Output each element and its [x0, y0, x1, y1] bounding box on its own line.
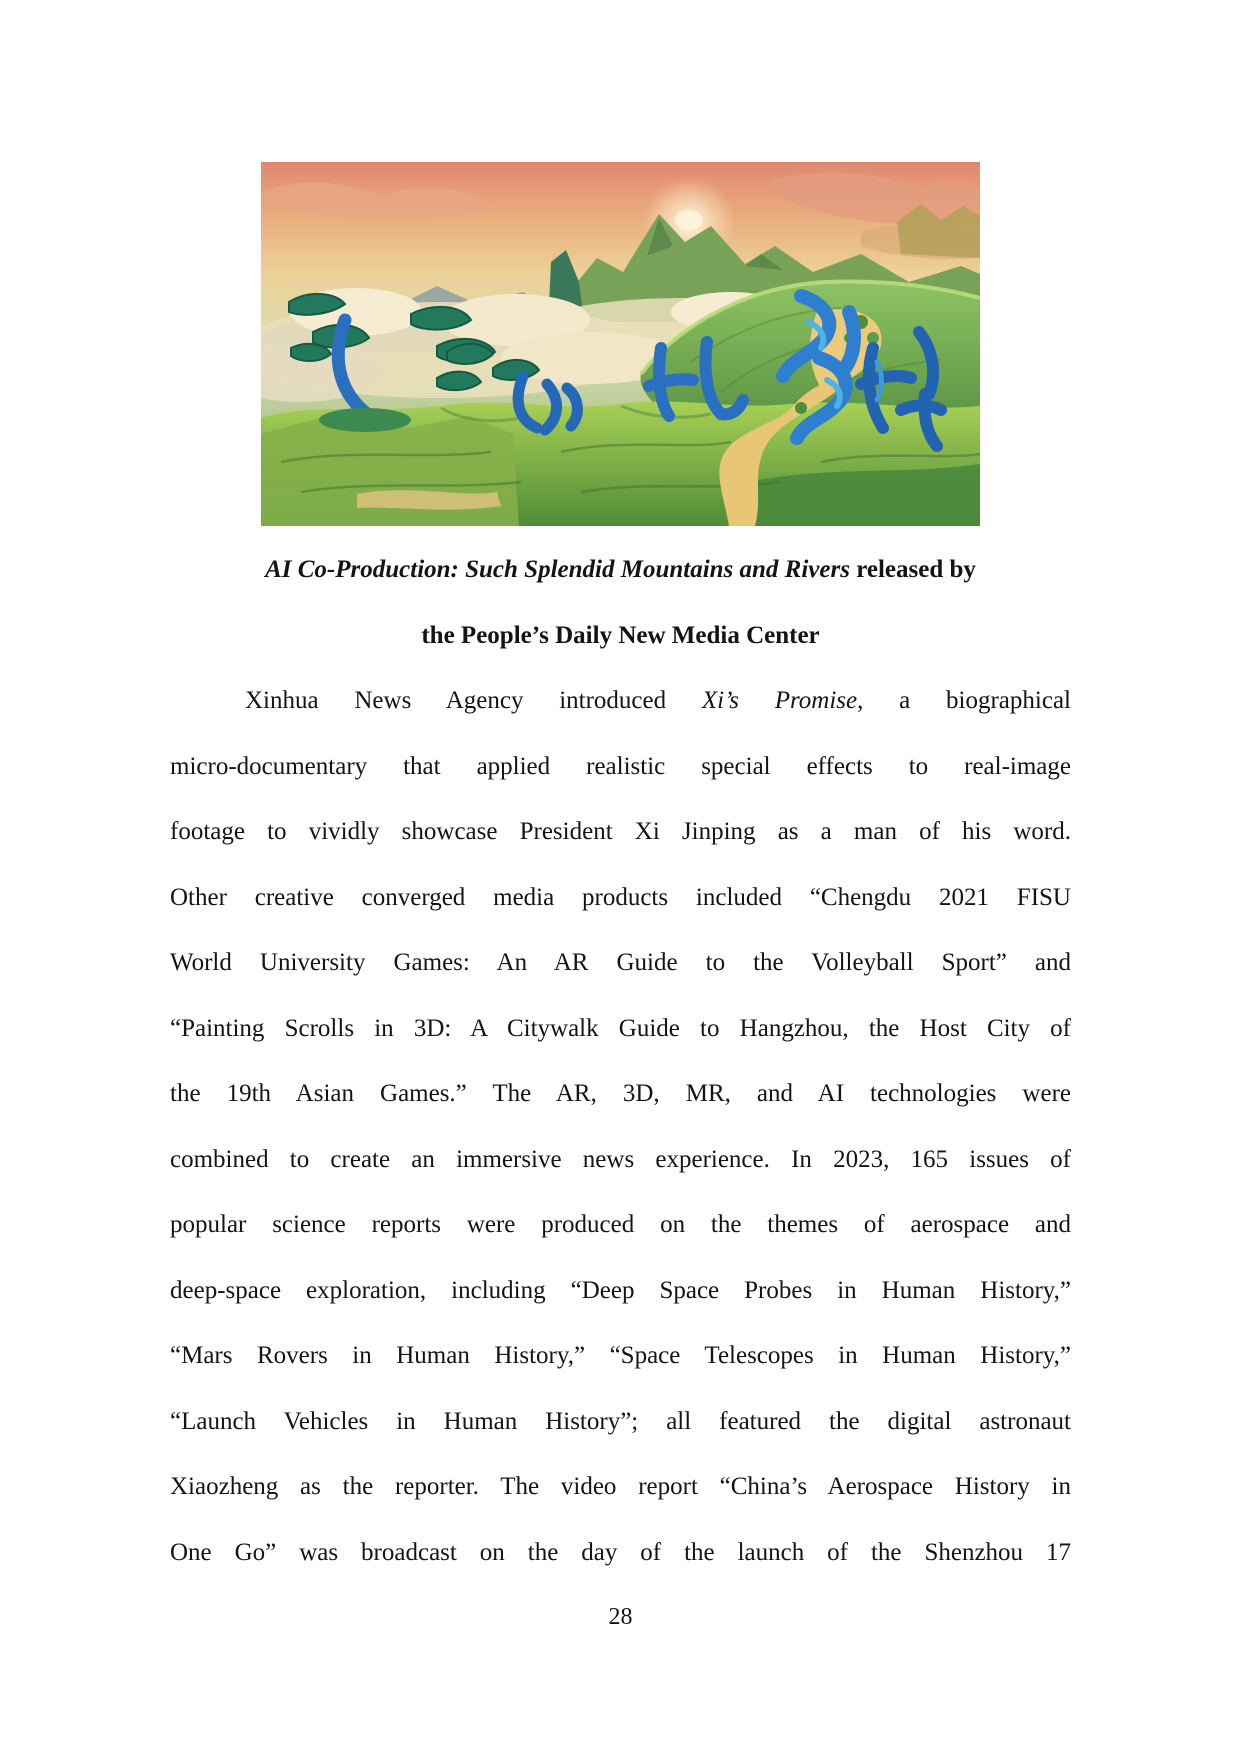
body-line: “Painting Scrolls in 3D: A Citywalk Guide to Hangzhou, the Host City of: [170, 1014, 1071, 1042]
landscape-painting-svg: [261, 162, 980, 526]
body-line: combined to create an immersive news experience. In 2023, 165 issues of: [170, 1145, 1071, 1173]
body-line: One Go” was broadcast on the day of the launch of the Shenzhou 17: [170, 1538, 1071, 1566]
body-line-1-pre: Xinhua News Agency introduced: [245, 687, 702, 714]
figure-caption-line-1: [170, 537, 1071, 603]
body-line: Xiaozheng as the reporter. The video report “China’s Aerospace History in: [170, 1473, 1071, 1500]
body-line: micro-documentary that applied realistic special effects to real-image: [170, 752, 1071, 780]
page-number: 28: [608, 1604, 633, 1630]
page-content: [170, 537, 1071, 1651]
body-line: World University Games: An AR Guide to the Volleyball Sport” and: [170, 949, 1071, 976]
body-line-1-title: Xi’s Promise: [701, 687, 858, 714]
body-line: deep-space exploration, including “Deep Space Probes in Human History,”: [170, 1276, 1071, 1304]
body-line: “Launch Vehicles in Human History”; all featured the digital astronaut: [170, 1407, 1071, 1435]
caption-title: AI Co-Production: Such Splendid Mountains and Rivers: [265, 556, 850, 583]
body-line: “Mars Rovers in Human History,” “Space Telescopes in Human History,”: [170, 1342, 1071, 1369]
body-line: the 19th Asian Games.” The AR, 3D, MR, and AI technologies were: [170, 1080, 1071, 1107]
landscape-figure: [261, 162, 980, 526]
body-line-1-post: , a biographical: [857, 687, 1071, 714]
figure-caption-line-2: the People’s Daily New Media Center: [421, 621, 820, 649]
body-line: footage to vividly showcase President Xi Jinping as a man of his word.: [170, 818, 1071, 845]
caption-suffix: released by: [849, 556, 976, 583]
body-line: popular science reports were produced on the themes of aerospace and: [170, 1211, 1071, 1238]
body-line: [170, 668, 1071, 734]
body-line: Other creative converged media products included “Chengdu 2021 FISU: [170, 883, 1071, 911]
